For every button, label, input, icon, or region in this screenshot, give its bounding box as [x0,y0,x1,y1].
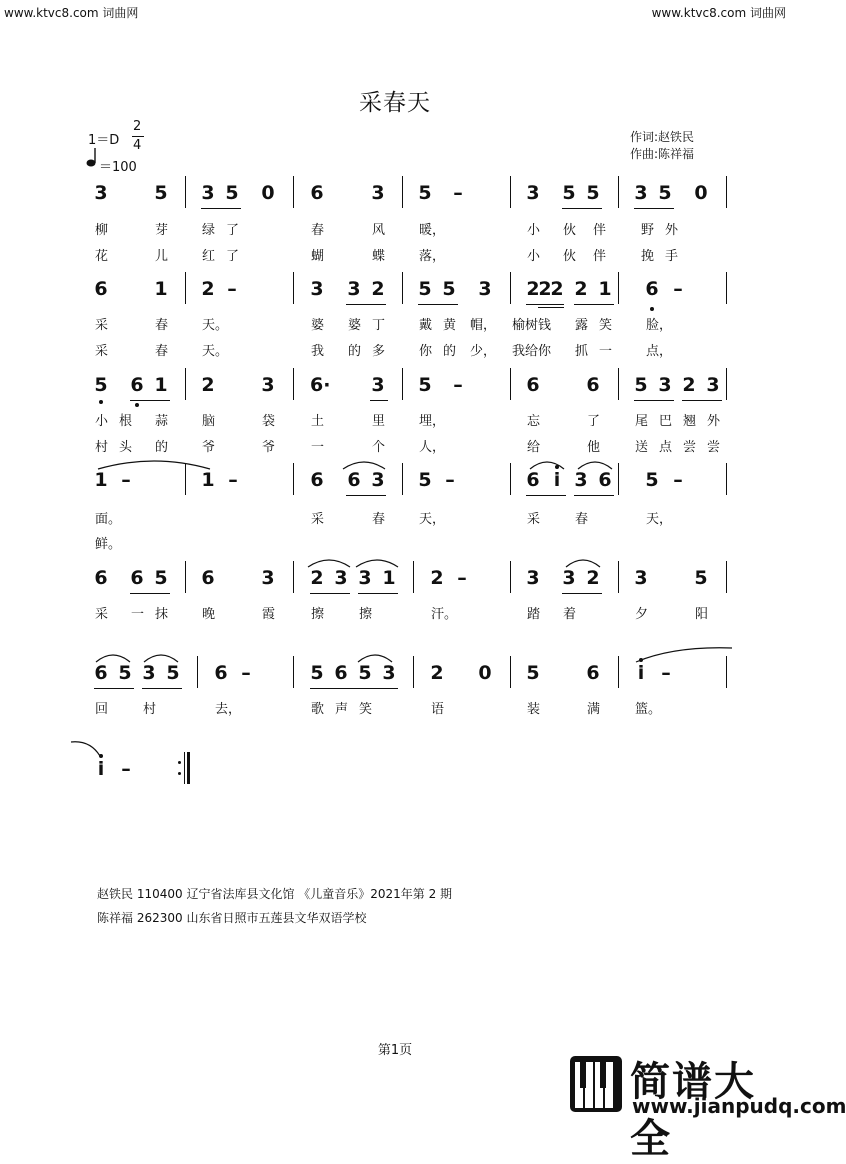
lyric: 采 [527,512,541,527]
note: 3 [310,278,324,300]
note: 5 [358,662,372,684]
time-denominator: 4 [133,138,142,153]
lyric: 脑 [202,414,216,429]
lyric: 春 [311,223,325,238]
note: 6 [94,662,108,684]
lyric: 阳 [695,607,709,622]
lyric: 的 [348,344,362,359]
lyric: 忘 [527,414,541,429]
note: 6 [586,662,600,684]
note: 3 [706,374,720,396]
underline [634,208,674,209]
site-url-right: www.ktvc8.com 词曲网 [651,6,786,20]
bar-line [618,463,619,495]
lyric: 了 [226,223,240,238]
lyric: 他 [587,440,601,455]
bar-line [293,368,294,400]
lyrics-verse-1 [0,219,790,239]
lyric: 爷 [262,440,276,455]
bar-line [510,463,511,495]
note: 5 [310,662,324,684]
lyric: 擦 [311,607,325,622]
note: – [241,662,251,684]
lyrics-verse-2 [0,533,790,553]
lyric: 鲜。 [95,537,122,552]
bar-line [293,561,294,593]
lyric: 外 [707,414,721,429]
bar-line [726,561,727,593]
note: 6 [130,374,144,396]
footer-line-composer: 陈祥福 262300 山东省日照市五莲县文华双语学校 [97,911,367,925]
underline [574,495,614,496]
note: 5 [645,469,659,491]
bar-line [618,368,619,400]
underline [418,304,458,305]
note: – [661,662,671,684]
lyric: 了 [587,414,601,429]
note: 5 [154,567,168,589]
note: – [453,182,463,204]
note: 5 [166,662,180,684]
note: 6 [94,278,108,300]
note: 1 [154,374,168,396]
lyric: 翘 [683,414,697,429]
lyric: 你 [419,344,433,359]
piano-keys-icon [568,1054,624,1114]
lyric: 夕 [635,607,649,622]
lyric: 花 [95,249,109,264]
note: 2 [310,567,324,589]
lyric: 的 [443,344,457,359]
note: 3 [261,567,275,589]
lyric: 村 [95,440,109,455]
lyric: 头 [119,440,133,455]
lyric: 去， [215,702,242,717]
underline [562,593,602,594]
note: 1 [598,278,612,300]
lyrics-verse-2 [0,340,790,360]
lower-octave-dot [99,400,103,404]
note: 0 [261,182,275,204]
lyric: 爷 [202,440,216,455]
lyric: 尾 [635,414,649,429]
lyric: 采 [311,512,325,527]
lyric: 采 [95,344,109,359]
note: 5 [154,182,168,204]
lyric: 天， [419,512,446,527]
lyric: 巴 [659,414,673,429]
underline [682,400,722,401]
lyrics-verse-2 [0,245,790,265]
note: – [121,469,131,491]
note: 3 [142,662,156,684]
lyric: 笑 [359,702,373,717]
bar-line [510,176,511,208]
upper-octave-dot [639,658,643,662]
lyric: 露 [575,318,589,333]
lyric: 装 [527,702,541,717]
note: 3 [347,278,361,300]
note: 6 [310,182,324,204]
lyric: 戴 [419,318,433,333]
note: – [673,278,683,300]
time-fraction-line [132,136,144,137]
lyric: 绿 [202,223,216,238]
note: 6 [598,469,612,491]
underline [346,304,386,305]
lyric: 了 [226,249,240,264]
lyric: 踏 [527,607,541,622]
lyric: 歌 [311,702,325,717]
underline [310,688,398,689]
note: i [97,758,105,780]
lyric: 笑 [599,318,613,333]
note: 0 [694,182,708,204]
note: 6 [347,469,361,491]
lyric: 帽， [470,318,497,333]
watermark-brand: 简谱大全 [630,1059,756,1162]
lyric: 村 [143,702,157,717]
note: 5 [634,374,648,396]
underline [370,400,388,401]
note: – [227,278,237,300]
bar-line [293,656,294,688]
note: 3 [574,469,588,491]
underline [538,307,564,308]
bar-line [413,656,414,688]
watermark-url: www.jianpudq.com [632,1094,846,1118]
lyric: 天。 [202,318,229,333]
lyric: 个 [372,440,386,455]
note: 3 [201,182,215,204]
note: 5 [418,374,432,396]
lyric: 多 [372,344,386,359]
note: 6 [526,469,540,491]
lyric: 榆树钱 [512,318,552,333]
note: 2 [430,567,444,589]
lyric: 蒜 [155,414,169,429]
note: 1 [382,567,396,589]
bar-line [618,656,619,688]
underline [94,688,134,689]
lyric: 一 [599,344,613,359]
lyric: 春 [155,344,169,359]
site-url-left: www.ktvc8.com 词曲网 [4,6,139,20]
note: 5 [225,182,239,204]
note: 3 [261,374,275,396]
lyric: 我给你 [512,344,552,359]
lyricist-credit: 作词:赵铁民 [630,130,695,144]
lyric: 手 [665,249,679,264]
lower-octave-dot [650,307,654,311]
lyric: 儿 [155,249,169,264]
underline [142,688,182,689]
upper-octave-dot [555,465,559,469]
bar-line [185,561,186,593]
final-bar-line [187,752,190,784]
note: 3 [526,182,540,204]
note: – [673,469,683,491]
lyric: 黄 [443,318,457,333]
note: – [445,469,455,491]
lyric: 霞 [262,607,276,622]
note: 5 [418,469,432,491]
lyric: 篮。 [635,702,662,717]
lyric: 面。 [95,512,122,527]
lyric: 伴 [593,223,607,238]
lyrics-verse-2 [0,436,790,456]
note: 6 [586,374,600,396]
footer-line-lyricist: 赵铁民 110400 辽宁省法库县文化馆 《儿童音乐》2021年第 2 期 [97,887,453,901]
note: 6 [310,469,324,491]
repeat-dot [178,772,181,775]
note: 2 [526,278,540,300]
note: 3 [634,182,648,204]
note: 1 [201,469,215,491]
note: 6 [94,567,108,589]
lyric: 野 [641,223,655,238]
note: 3 [382,662,396,684]
lyric: 天。 [202,344,229,359]
lyric: 人， [419,440,446,455]
lyric: 根 [119,414,133,429]
lyric: 一 [131,607,145,622]
song-title: 采春天 [359,90,431,116]
lower-octave-dot [135,403,139,407]
lyric: 蝴 [311,249,325,264]
lyric: 伙 [563,223,577,238]
note: 5 [658,182,672,204]
lyric: 伴 [593,249,607,264]
bar-line [402,463,403,495]
underline [130,400,170,401]
note: 6 [645,278,659,300]
lyric: 尝 [707,440,721,455]
note: 3 [371,182,385,204]
note: – [457,567,467,589]
underline [634,400,674,401]
bar-line [184,752,185,784]
page-number: 第1页 [377,1043,413,1058]
lyric: 芽 [155,223,169,238]
lyric: 土 [311,414,325,429]
bar-line [510,656,511,688]
note: 6 [201,567,215,589]
lyric: 里 [372,414,386,429]
lyric: 一 [311,440,325,455]
lyric: 我 [311,344,325,359]
note: 2 [586,567,600,589]
note: 6 [214,662,228,684]
lyric: 婆 [348,318,362,333]
note: – [228,469,238,491]
lyric: 擦 [359,607,373,622]
lyric: 采 [95,607,109,622]
lyric: 点 [659,440,673,455]
quarter-note-icon [86,146,98,168]
upper-octave-dot [99,754,103,758]
lyric: 春 [372,512,386,527]
note: 3 [334,567,348,589]
lyric: 语 [431,702,445,717]
lyric: 点， [646,344,673,359]
lyric: 挽 [641,249,655,264]
lyric: 送 [635,440,649,455]
lyric: 抓 [575,344,589,359]
lyric: 小 [527,223,541,238]
note: 3 [478,278,492,300]
lyric: 声 [335,702,349,717]
bar-line [185,368,186,400]
lyric: 小 [95,414,109,429]
note: i [637,662,645,684]
bar-line [402,176,403,208]
note: 5 [694,567,708,589]
note: – [453,374,463,396]
underline [562,208,602,209]
bar-line [618,176,619,208]
bar-line [510,272,511,304]
bar-line [293,463,294,495]
note: 5 [526,662,540,684]
lyrics-verse-1 [0,603,790,623]
composer-credit: 作曲:陈祥福 [630,147,695,161]
lyric: 天， [646,512,673,527]
note: 2 [430,662,444,684]
key-signature: 1＝D [88,133,120,148]
lyrics-verse-1 [0,314,790,334]
note: 3 [371,469,385,491]
note: 0 [478,662,492,684]
note: 1 [154,278,168,300]
underline [358,593,398,594]
bar-line [402,272,403,304]
note: 5 [94,374,108,396]
lyric: 脸， [646,318,673,333]
lyric: 的 [155,440,169,455]
note: 5 [418,278,432,300]
note: 2 [201,374,215,396]
lyric: 汗。 [431,607,458,622]
lyric: 抹 [155,607,169,622]
note: – [121,758,131,780]
bar-line [185,176,186,208]
note: 6 [130,567,144,589]
note: 6 [526,374,540,396]
lyric: 少， [470,344,497,359]
bar-line [726,176,727,208]
note: 2 [201,278,215,300]
lyrics-verse-1 [0,698,790,718]
underline [526,495,566,496]
bar-line [185,463,186,495]
bar-line [618,272,619,304]
bar-line [402,368,403,400]
note: 3 [658,374,672,396]
bar-line [726,463,727,495]
time-numerator: 2 [133,119,142,134]
underline [526,304,564,305]
note: 5 [118,662,132,684]
note: 3 [94,182,108,204]
bar-line [618,561,619,593]
note: 2 [371,278,385,300]
underline [201,208,241,209]
lyric: 回 [95,702,109,717]
underline [310,593,350,594]
lyric: 落， [419,249,446,264]
bar-line [413,561,414,593]
note: 2 [682,374,696,396]
repeat-dot [178,761,181,764]
lyric: 晚 [202,607,216,622]
lyric: 着 [563,607,577,622]
bar-line [726,656,727,688]
lyrics-verse-1 [0,410,790,430]
lyric: 婆 [311,318,325,333]
lyric: 春 [575,512,589,527]
lyric: 小 [527,249,541,264]
note: 5 [418,182,432,204]
note: 3 [358,567,372,589]
bar-line [726,368,727,400]
lyric: 袋 [262,414,276,429]
bar-line [293,272,294,304]
underline [346,495,386,496]
lyric: 暖， [419,223,446,238]
bar-line [293,176,294,208]
lyrics-verse-1 [0,508,790,528]
note: 5 [562,182,576,204]
bar-line [510,561,511,593]
bar-line [185,272,186,304]
lyric: 红 [202,249,216,264]
note: i [553,469,561,491]
lyric: 柳 [95,223,109,238]
note: 5 [586,182,600,204]
note: 6· [310,374,331,396]
lyric: 尝 [683,440,697,455]
note: 3 [371,374,385,396]
lyric: 埋， [419,414,446,429]
note: 3 [634,567,648,589]
note: 6 [334,662,348,684]
bar-line [726,272,727,304]
lyric: 外 [665,223,679,238]
note: 3 [562,567,576,589]
note: 2 [550,278,564,300]
note: 1 [94,469,108,491]
tempo-marking: ＝100 [99,160,137,175]
bar-line [510,368,511,400]
lyric: 风 [372,223,386,238]
lyric: 伙 [563,249,577,264]
lyric: 采 [95,318,109,333]
note: 2 [574,278,588,300]
lyric: 春 [155,318,169,333]
underline [574,304,614,305]
lyric: 给 [527,440,541,455]
note: 5 [442,278,456,300]
note: 3 [526,567,540,589]
note: 2 [538,278,552,300]
lyric: 丁 [372,318,386,333]
bar-line [197,656,198,688]
lyric: 蝶 [372,249,386,264]
underline [130,593,170,594]
lyric: 满 [587,702,601,717]
